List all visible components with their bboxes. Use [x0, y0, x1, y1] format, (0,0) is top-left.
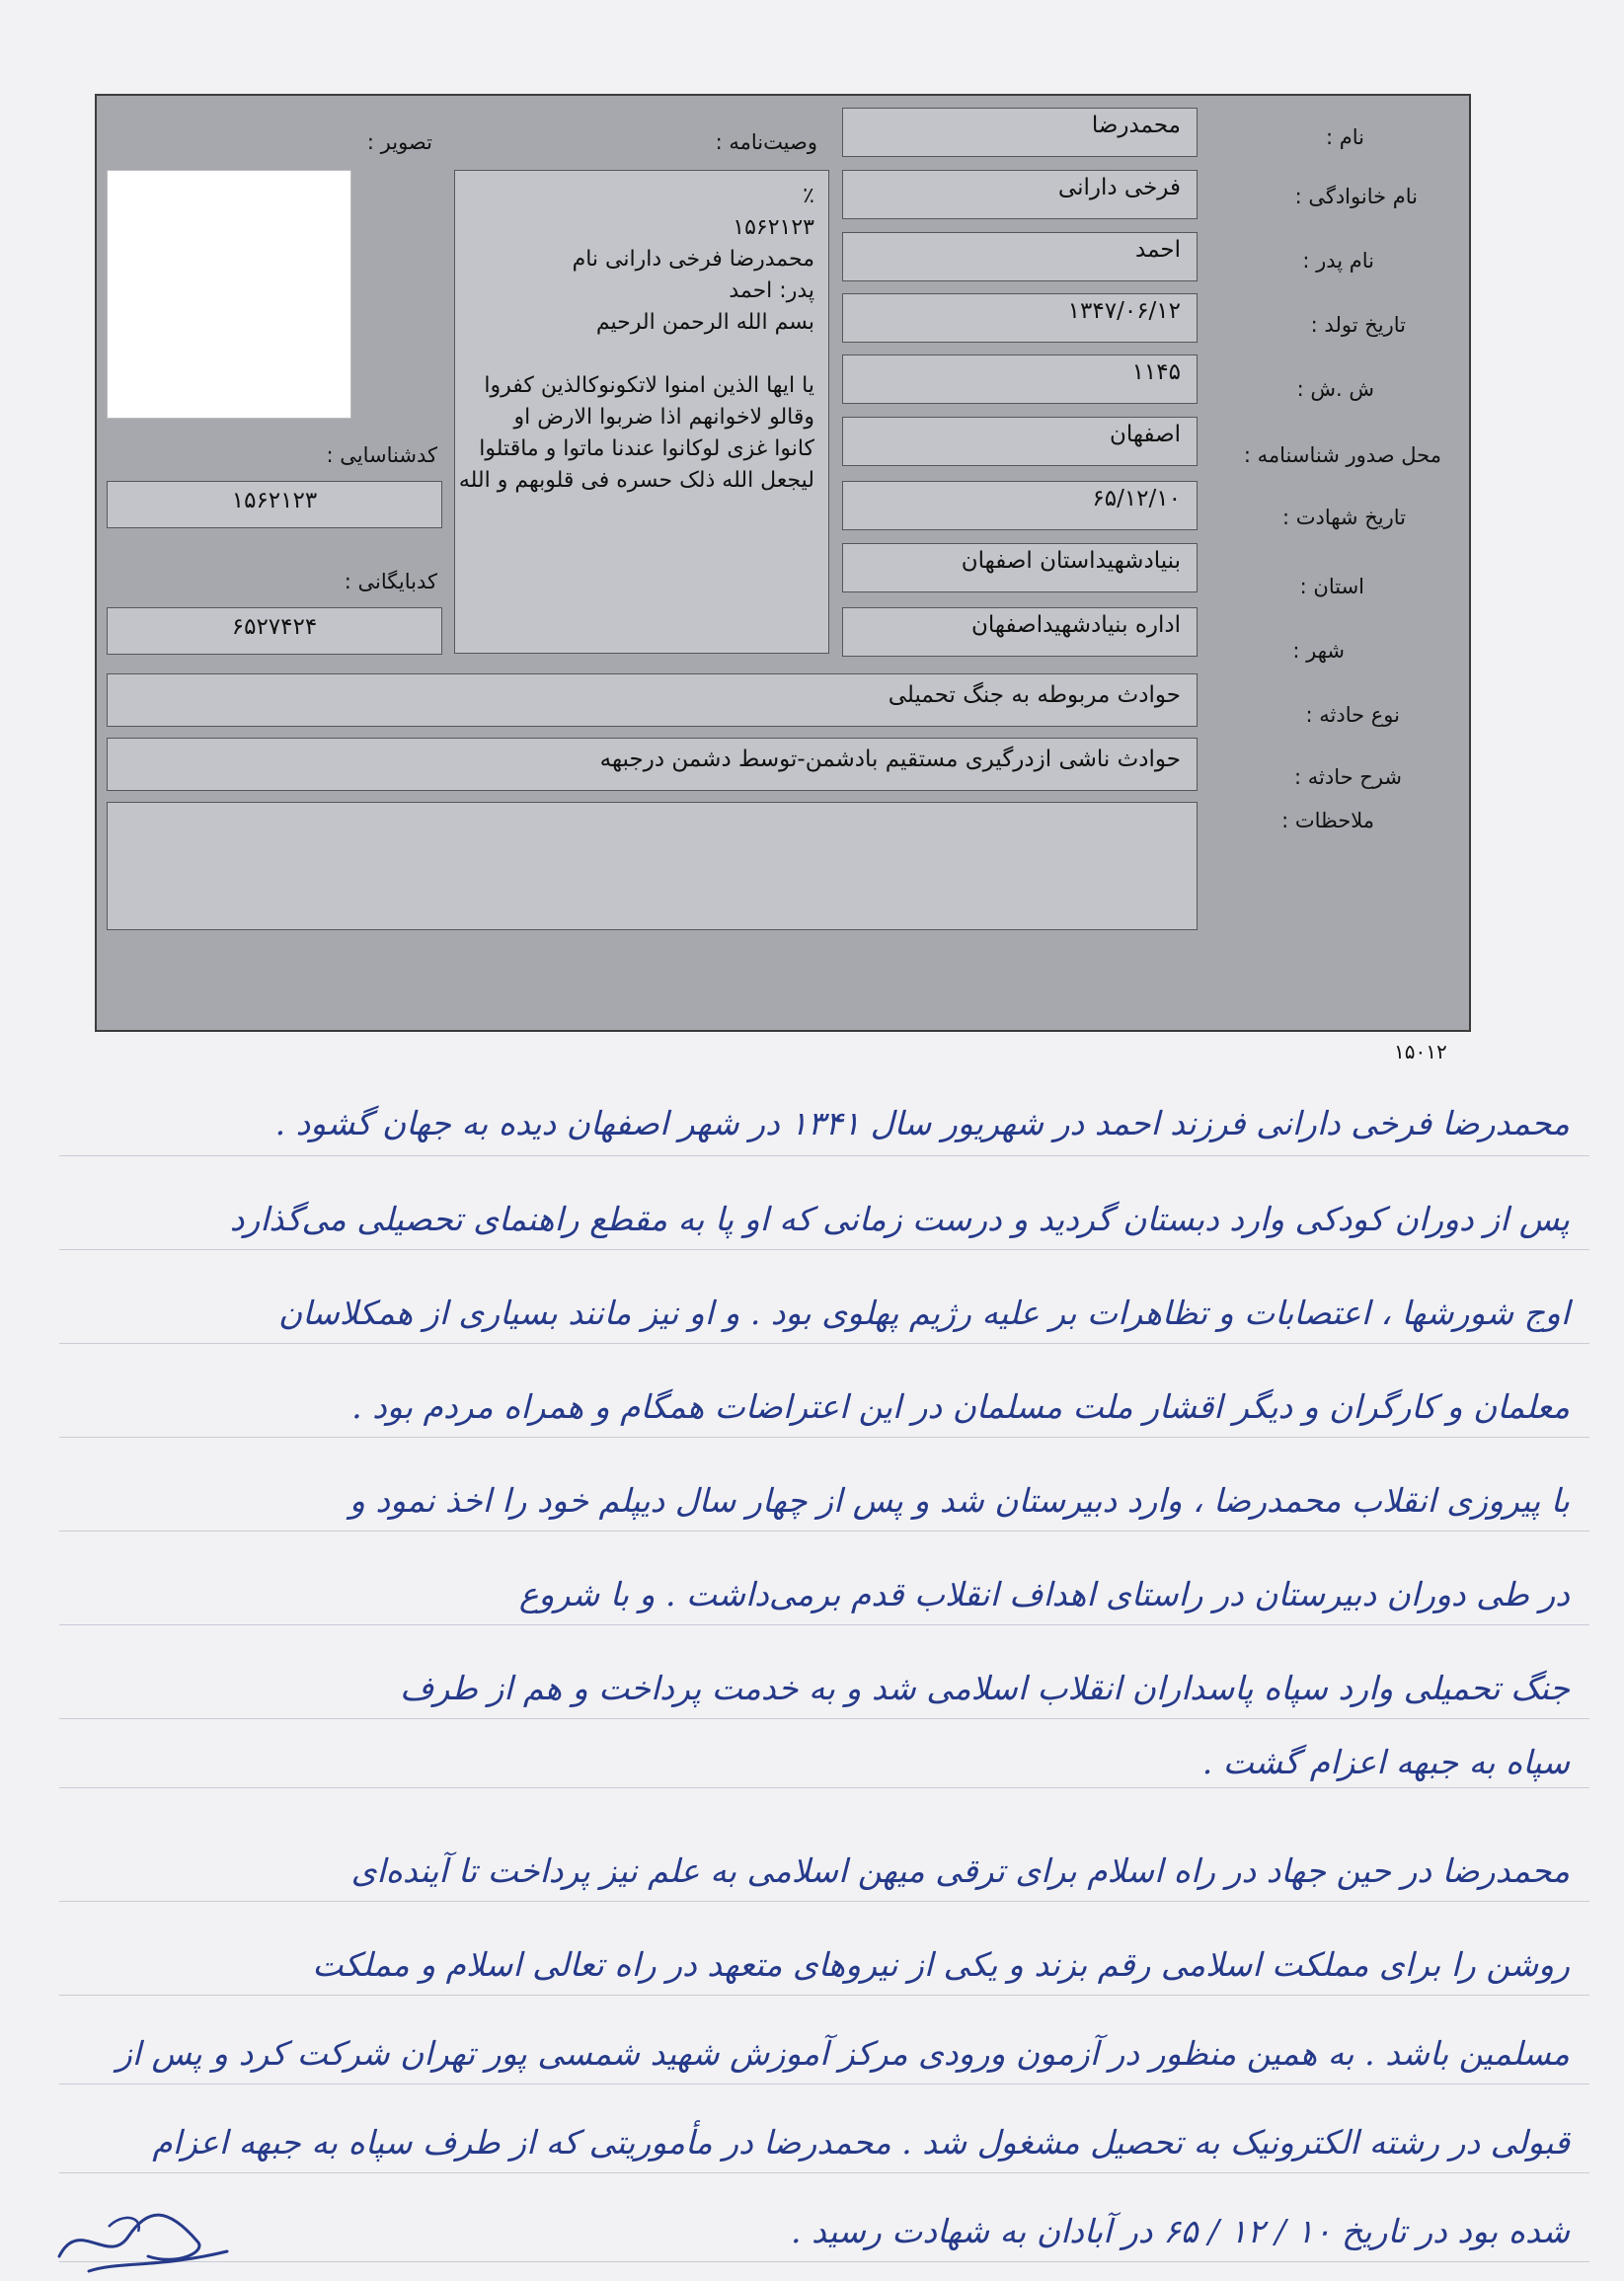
- will-line: [469, 339, 814, 370]
- field-incident-type: حوادث مربوطه به جنگ تحمیلی: [107, 673, 1198, 727]
- label-family: نام خانوادگی :: [1294, 185, 1418, 208]
- field-province: بنیادشهیداستان اصفهان: [842, 543, 1198, 592]
- photo-placeholder: [107, 170, 351, 419]
- ruled-line: [59, 1901, 1589, 1902]
- field-sayeh-code: ۱۵۶۲۱۲۳: [107, 481, 442, 528]
- biography-line: معلمان و کارگران و دیگر اقشار ملت مسلمان در این اعتراضات همگام و همراه مردم بود .: [351, 1387, 1570, 1426]
- biography-line: با پیروزی انقلاب محمدرضا ، وارد دبیرستان شد و پس از چهار سال دیپلم خود را اخذ نمود و: [349, 1481, 1570, 1520]
- field-city: اداره بنیادشهیداصفهان: [842, 607, 1198, 657]
- label-archive-code: کدبایگانی :: [344, 570, 437, 593]
- label-photo: تصویر :: [366, 130, 432, 154]
- biography-line: جنگ تحمیلی وارد سپاه پاسداران انقلاب اسلامی شد و به خدمت پرداخت و هم از طرف: [400, 1669, 1570, 1707]
- field-martyrdom-date: ۶۵/۱۲/۱۰: [842, 481, 1198, 530]
- will-line: ٪: [803, 184, 814, 208]
- ruled-line: [59, 1437, 1589, 1438]
- field-family: فرخی دارانی: [842, 170, 1198, 219]
- will-line: لیجعل الله ذلک حسره فی قلوبهم و الله: [458, 468, 814, 493]
- field-name: محمدرضا: [842, 108, 1198, 157]
- biography-line: در طی دوران دبیرستان در راستای اهداف انقلاب قدم برمی‌داشت . و با شروع: [518, 1575, 1570, 1613]
- field-father: احمد: [842, 232, 1198, 281]
- biography-line: سپاه به جبهه اعزام گشت .: [1201, 1743, 1570, 1781]
- biography-line: روشن را برای مملکت اسلامی رقم بزند و یکی از نیروهای متعهد در راه تعالی اسلام و مملکت: [312, 1945, 1570, 1984]
- field-birth-date: ۱۳۴۷/۰۶/۱۲: [842, 293, 1198, 343]
- field-issue-place: اصفهان: [842, 417, 1198, 466]
- label-sayeh-code: کدشناسایی :: [326, 443, 437, 467]
- signature-scribble: [49, 2197, 237, 2276]
- biography-line: محمدرضا فرخی دارانی فرزند احمد در شهریور سال ۱۳۴۱ در شهر اصفهان دیده به جهان گشود .: [274, 1104, 1570, 1142]
- biography-line: شده بود در تاریخ ۱۰ / ۱۲ / ۶۵ در آبادان به شهادت رسید .: [790, 2212, 1570, 2250]
- field-incident-desc: حوادث ناشی ازدرگیری مستقیم بادشمن-توسط دشمن درجبهه: [107, 738, 1198, 791]
- ruled-line: [59, 1995, 1589, 1996]
- will-line: ۱۵۶۲۱۲۳: [733, 215, 814, 240]
- will-line: محمدرضا فرخی دارانی نام: [572, 247, 814, 272]
- ruled-line: [59, 1531, 1589, 1532]
- page-number: ۱۵۰۱۲: [1394, 1040, 1447, 1063]
- label-incident-desc: شرح حادثه :: [1294, 765, 1402, 789]
- field-remarks: [107, 802, 1198, 930]
- martyr-info-form: [95, 94, 1471, 1032]
- ruled-line: [59, 1624, 1589, 1625]
- ruled-line: [59, 1787, 1589, 1788]
- will-line: کانوا غزی لوکانوا عندنا ماتوا و ماقتلوا: [479, 436, 814, 461]
- will-line: وقالو لاخوانهم اذا ضربوا الارض او: [513, 405, 814, 430]
- biography-line: قبولی در رشته الکترونیک به تحصیل مشغول شد . محمدرضا در مأموریتی که از طرف سپاه به جبهه اعزام: [152, 2123, 1570, 2162]
- label-remarks: ملاحظات :: [1281, 809, 1374, 832]
- label-issue-place: محل صدور شناسنامه :: [1243, 443, 1441, 467]
- ruled-line: [59, 1249, 1589, 1250]
- ruled-line: [59, 1718, 1589, 1719]
- field-id-number: ۱۱۴۵: [842, 354, 1198, 404]
- will-text-box: [454, 170, 829, 654]
- will-line: پدر: احمد: [729, 278, 814, 303]
- biography-line: پس از دوران کودکی وارد دبستان گردید و درست زمانی که او پا به مقطع راهنمای تحصیلی می‌گذارد: [229, 1200, 1570, 1238]
- will-line: یا ایها الذین امنوا لاتکونوکالذین کفروا: [484, 373, 814, 398]
- will-line: بسم الله الرحمن الرحیم: [595, 310, 814, 335]
- label-will: وصیت‌نامه :: [715, 130, 817, 154]
- label-id-number: ش .ش :: [1296, 377, 1374, 401]
- biography-line: اوج شورشها ، اعتصابات و تظاهرات بر علیه رژیم پهلوی بود . و او نیز مانند بسیاری از همکلاسان: [277, 1294, 1570, 1332]
- ruled-line: [59, 2261, 1589, 2262]
- label-martyrdom-date: تاریخ شهادت :: [1281, 506, 1406, 529]
- ruled-line: [59, 2172, 1589, 2173]
- label-province: استان :: [1299, 575, 1364, 598]
- label-father: نام پدر :: [1302, 249, 1374, 273]
- label-city: شهر :: [1292, 639, 1345, 663]
- label-name: نام :: [1326, 125, 1364, 149]
- label-incident-type: نوع حادثه :: [1305, 703, 1400, 727]
- field-archive-code: ۶۵۲۷۴۲۴: [107, 607, 442, 655]
- ruled-line: [59, 1343, 1589, 1344]
- biography-line: محمدرضا در حین جهاد در راه اسلام برای ترقی میهن اسلامی به علم نیز پرداخت تا آینده‌ای: [350, 1851, 1570, 1890]
- ruled-line: [59, 1155, 1589, 1156]
- biography-line: مسلمین باشد . به همین منظور در آزمون ورودی مرکز آموزش شهید شمسی پور تهران شرکت کرد و پس از: [116, 2034, 1570, 2073]
- label-birth-date: تاریخ تولد :: [1310, 313, 1406, 337]
